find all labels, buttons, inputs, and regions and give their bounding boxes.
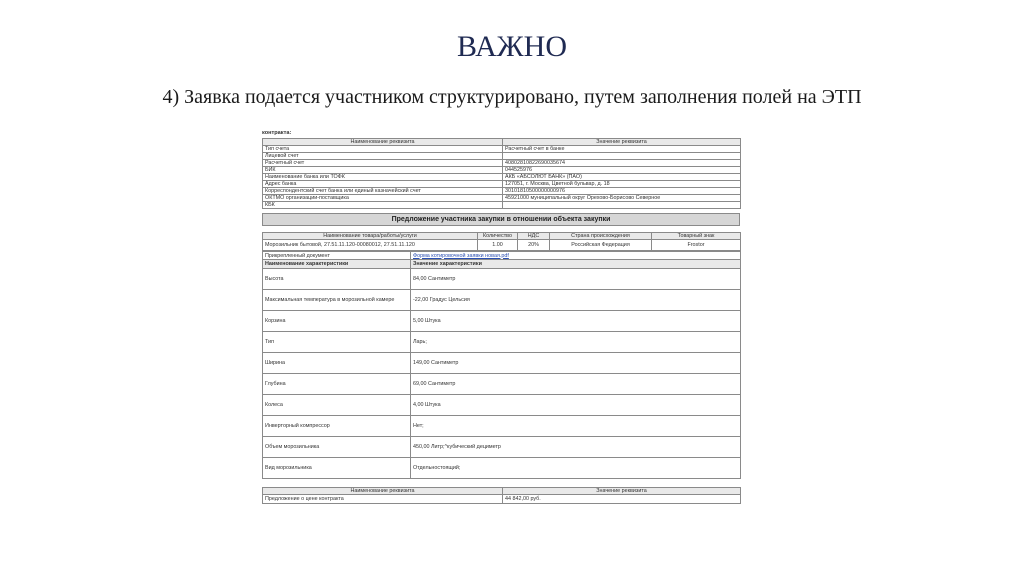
table-row — [263, 290, 741, 311]
price-header-name: Наименование реквизита — [263, 488, 503, 495]
table-row — [263, 188, 741, 195]
table-row — [263, 269, 741, 290]
price-label: Предложение о цене контракта — [263, 495, 503, 504]
bank-header-value: Значение реквизита — [503, 139, 741, 146]
slide-title: ВАЖНО — [457, 30, 567, 63]
goods-trademark: Frostor — [652, 240, 741, 251]
bank-field-value: 30101810500000000976 — [503, 188, 741, 195]
bank-field-label: Корреспондентский счет банка или единый казначейский счет — [263, 188, 503, 195]
bank-field-value: 044525976 — [503, 167, 741, 174]
bank-field-label: Расчетный счет — [263, 160, 503, 167]
goods-table-header — [263, 233, 741, 240]
characteristics-table — [262, 251, 741, 479]
goods-vat: 20% — [518, 240, 550, 251]
table-row — [263, 437, 741, 458]
chars-header-value: Значение характеристики — [411, 260, 741, 269]
table-row — [263, 353, 741, 374]
table-row — [263, 174, 741, 181]
bank-header-name: Наименование реквизита — [263, 139, 503, 146]
price-header-value: Значение реквизита — [503, 488, 741, 495]
table-row — [263, 395, 741, 416]
attachment-row — [263, 252, 741, 260]
table-row — [263, 495, 741, 504]
bank-field-label: ОКТМО организации-поставщика — [263, 195, 503, 202]
attachment-label: Прикрепленный документ — [263, 252, 411, 260]
characteristic-name: Инверторный компрессор — [263, 416, 411, 437]
bank-field-value — [503, 202, 741, 209]
characteristic-value: Отдельностоящий; — [411, 458, 741, 479]
price-value: 44 842,00 руб. — [503, 495, 741, 504]
bank-table-header — [263, 139, 741, 146]
characteristic-name: Высота — [263, 269, 411, 290]
table-row — [263, 195, 741, 202]
table-row — [263, 332, 741, 353]
section-banner: Предложение участника закупки в отношении объекта закупки — [262, 213, 740, 226]
bank-field-value — [503, 153, 741, 160]
table-row — [263, 167, 741, 174]
bank-details-table — [262, 138, 741, 209]
price-table-header — [263, 488, 741, 495]
characteristic-name: Объем морозильника — [263, 437, 411, 458]
characteristic-value: 5,00 Штука — [411, 311, 741, 332]
table-row — [263, 374, 741, 395]
table-row — [263, 416, 741, 437]
slide-subtitle: 4) Заявка подается участником структурировано, путем заполнения полей на ЭТП — [162, 86, 862, 108]
bank-field-value: Расчетный счет в банке — [503, 146, 741, 153]
characteristic-value: Ларь; — [411, 332, 741, 353]
bank-field-label: Адрес банка — [263, 181, 503, 188]
bank-field-value: 127051, г. Москва, Цветной бульвар, д. 18 — [503, 181, 741, 188]
characteristic-value: 450,00 Литр;^кубический дециметр — [411, 437, 741, 458]
table-row — [263, 146, 741, 153]
characteristic-value: 69,00 Сантиметр — [411, 374, 741, 395]
bank-field-value: 40802810822690035674 — [503, 160, 741, 167]
goods-name: Морозильник бытовой, 27.51.11.120-00080012, 27.51.11.120 — [263, 240, 478, 251]
characteristic-name: Максимальная температура в морозильной камере — [263, 290, 411, 311]
table-row — [263, 160, 741, 167]
table-row — [263, 240, 741, 251]
attachment-file-cell — [411, 252, 741, 260]
characteristic-name: Колеса — [263, 395, 411, 416]
application-form-screenshot — [262, 128, 744, 568]
table-row — [263, 202, 741, 209]
chars-header-name: Наименование характеристики — [263, 260, 411, 269]
attachment-link[interactable]: Форма котировочной заявки новая.pdf — [413, 252, 509, 259]
characteristic-value: -22,00 Градус Цельсия — [411, 290, 741, 311]
goods-table — [262, 232, 741, 251]
price-table — [262, 487, 741, 504]
goods-header-trademark: Товарный знак — [652, 233, 741, 240]
characteristic-name: Ширина — [263, 353, 411, 374]
bank-field-label: Тип счета — [263, 146, 503, 153]
goods-quantity: 1.00 — [478, 240, 518, 251]
goods-header-quantity: Количество — [478, 233, 518, 240]
bank-field-value: 45921000 муниципальный округ Орехово-Борисово Северное — [503, 195, 741, 202]
characteristic-value: 84,00 Сантиметр — [411, 269, 741, 290]
characteristic-value: 4,00 Штука — [411, 395, 741, 416]
characteristics-header — [263, 260, 741, 269]
bank-field-label: Наименование банка или ТОФК — [263, 174, 503, 181]
goods-header-name: Наименование товара/работы/услуги — [263, 233, 478, 240]
bank-field-value: АКБ «АБСОЛЮТ БАНК» (ПАО) — [503, 174, 741, 181]
characteristic-value: Нет; — [411, 416, 741, 437]
characteristic-name: Корзина — [263, 311, 411, 332]
bank-field-label: БИК — [263, 167, 503, 174]
characteristic-value: 149,00 Сантиметр — [411, 353, 741, 374]
goods-country: Российская Федерация — [550, 240, 652, 251]
table-row — [263, 181, 741, 188]
table-row — [263, 311, 741, 332]
form-caption: контракта: — [262, 130, 292, 136]
characteristic-name: Тип — [263, 332, 411, 353]
table-row — [263, 458, 741, 479]
characteristic-name: Глубина — [263, 374, 411, 395]
goods-header-vat: НДС — [518, 233, 550, 240]
goods-header-country: Страна происхождения — [550, 233, 652, 240]
characteristic-name: Вид морозильника — [263, 458, 411, 479]
bank-field-label: КБК — [263, 202, 503, 209]
table-row — [263, 153, 741, 160]
bank-field-label: Лицевой счет — [263, 153, 503, 160]
